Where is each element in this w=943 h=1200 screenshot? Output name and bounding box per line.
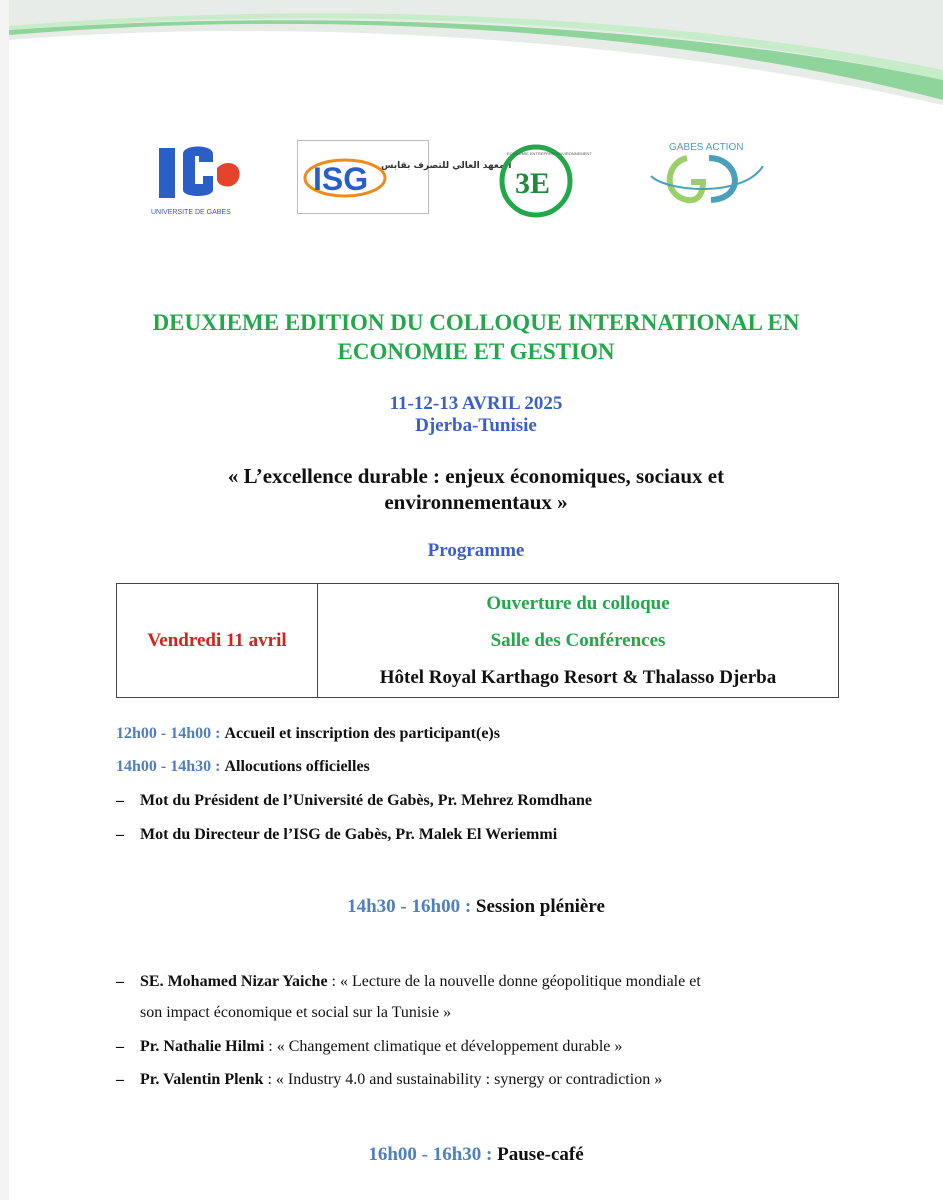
- 3e-logo-text: 3E: [515, 167, 551, 200]
- dash-bullet: –: [116, 1071, 124, 1088]
- item-text: Allocutions officielles: [224, 758, 370, 775]
- event-dates: 11-12-13 AVRIL 2025: [389, 393, 563, 414]
- speaker-talk: : « Lecture de la nouvelle donne géopolitique mondiale et: [327, 973, 701, 990]
- speaker-talk-continuation: son impact économique et social sur la Tunisie »: [140, 1004, 452, 1021]
- schedule-day: Vendredi 11 avril: [117, 584, 318, 698]
- dash-bullet: –: [116, 792, 124, 809]
- plenary-session-heading: [9, 896, 943, 918]
- speaker-name: SE. Mohamed Nizar Yaiche: [140, 973, 328, 990]
- event-dates-block: [9, 393, 943, 437]
- schedule-room: Salle des Conférences: [490, 630, 666, 651]
- item-time: 14h00 - 14h30 :: [116, 758, 221, 775]
- speaker-entry: [140, 973, 701, 991]
- list-item: [116, 758, 370, 776]
- speaker-entry: [140, 1038, 622, 1056]
- speaker-name: Pr. Valentin Plenk: [140, 1071, 264, 1088]
- speaker-talk: : « Industry 4.0 and sustainability : synergy or contradiction »: [263, 1071, 663, 1088]
- gabes-action-text: GABES ACTION: [669, 142, 744, 153]
- isg-logo: [297, 140, 512, 214]
- plenary-time: 14h30 - 16h00 :: [347, 896, 472, 917]
- title-line-2: ECONOMIE ET GESTION: [337, 339, 615, 364]
- gabes-action-logo: [647, 136, 767, 216]
- isg-logo-text: ISG: [313, 161, 369, 197]
- schedule-details: [318, 584, 839, 698]
- 3e-ring-text: ECONOMIE ENTREPRISE ENVIRONNEMENT: [507, 151, 592, 156]
- item-text: Accueil et inscription des participant(e)s: [224, 725, 500, 742]
- header-wave-decoration: [9, 0, 943, 110]
- isg-arabic-text: المعهد العالي للتصرف بقابس: [381, 161, 512, 171]
- dash-bullet: –: [116, 973, 124, 990]
- programme-heading: Programme: [427, 540, 525, 561]
- university-gabes-logo: [147, 140, 247, 226]
- pause-time: 16h00 - 16h30 :: [368, 1144, 493, 1165]
- theme-line-2: environnementaux »: [384, 490, 568, 514]
- schedule-box: [116, 583, 839, 698]
- colloquium-title: [9, 308, 943, 366]
- item-time: 12h00 - 14h00 :: [116, 725, 221, 742]
- list-item: [116, 725, 500, 743]
- dash-bullet: –: [116, 826, 124, 843]
- 3e-logo: [481, 143, 591, 219]
- colloquium-theme: [9, 463, 943, 515]
- speaker-talk: : « Changement climatique et développement durable »: [264, 1038, 623, 1055]
- title-line-1: DEUXIEME EDITION DU COLLOQUE INTERNATIONAL EN: [152, 310, 800, 335]
- speaker-entry: [140, 1071, 662, 1089]
- pause-label: Pause-café: [497, 1144, 584, 1165]
- speaker-name: Pr. Nathalie Hilmi: [140, 1038, 265, 1055]
- schedule-venue: Hôtel Royal Karthago Resort & Thalasso Djerba: [379, 667, 777, 688]
- schedule-opening: Ouverture du colloque: [486, 593, 670, 614]
- dash-bullet: –: [116, 1038, 124, 1055]
- allocution-text: Mot du Président de l’Université de Gabès, Pr. Mehrez Romdhane: [140, 792, 592, 809]
- university-gabes-logo-text: UNIVERSITE DE GABES: [151, 209, 231, 216]
- event-location: Djerba-Tunisie: [415, 415, 537, 436]
- allocution-text: Mot du Directeur de l’ISG de Gabès, Pr. Malek El Weriemmi: [140, 826, 558, 843]
- document-page: [9, 0, 943, 1200]
- theme-line-1: « L’excellence durable : enjeux économiques, sociaux et: [227, 464, 725, 488]
- plenary-label: Session plénière: [475, 896, 605, 917]
- coffee-break-heading: [9, 1144, 943, 1166]
